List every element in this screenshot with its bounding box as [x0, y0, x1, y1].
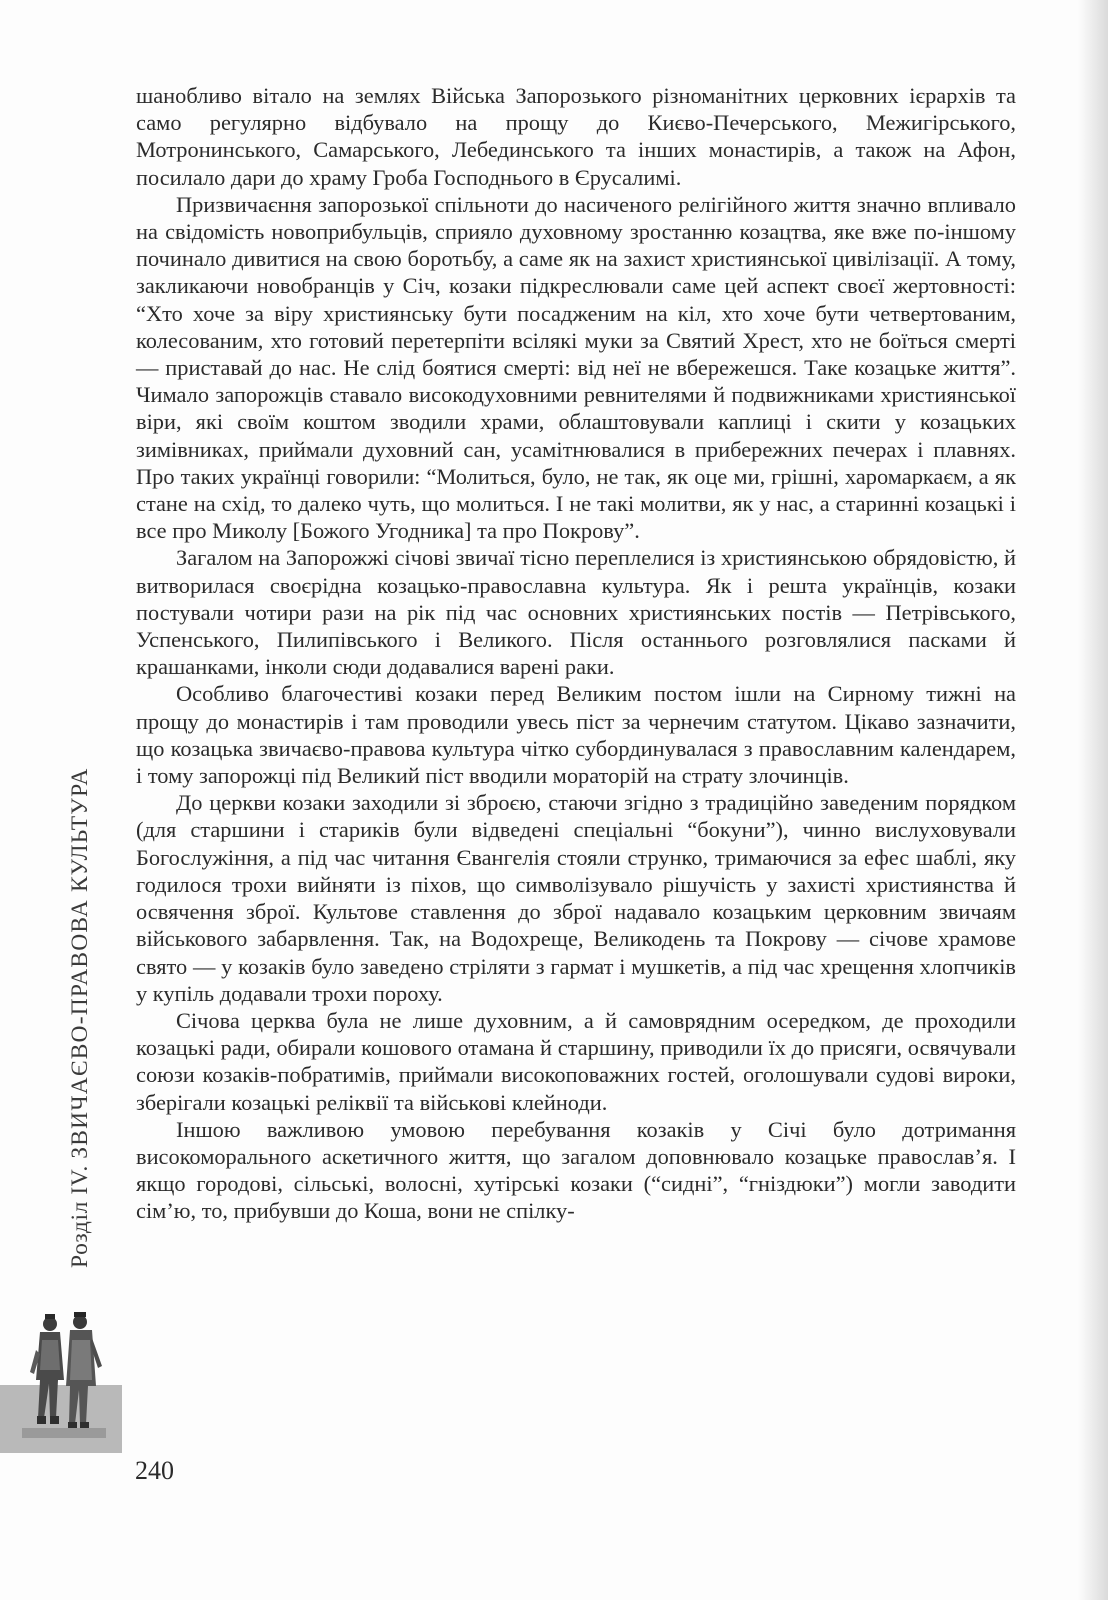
side-title-prefix: Розділ IV.	[67, 1165, 93, 1268]
paragraph: шанобливо вітало на землях Війська Запорозького різноманітних церковних ієрархів та само регулярно відбувало на прощу до Києво-Печерського, Межигірського, Мотронинського, Самарського, Лебединського та інших монастирів, а також на Афон, посилало дари до храму Гроба Господнього в Єрусалимі.	[136, 83, 1016, 190]
side-title-text: ЗВИЧАЄВО-ПРАВОВА КУЛЬТУРА	[67, 767, 93, 1159]
running-side-title	[60, 728, 100, 1268]
main-text	[136, 82, 1016, 1225]
page-edge-shadow	[1078, 0, 1108, 1600]
cossack-figures-illustration	[22, 1310, 106, 1438]
paragraph: Іншою важливою умовою перебування козаків у Січі було дотримання високоморального аскетичного життя, що загалом доповнювало козацьке православ’я. І якщо городові, сільські, волосні, хутірські козаки (“сидні”, “гніздюки”) могли заводити сім’ю, то, прибувши до Коша, вони не спілку-	[136, 1116, 1016, 1224]
paragraph: Призвичаєння запорозької спільноти до насиченого релігійного життя значно впливало на свідомість новоприбульців, сприяло духовному зростанню козацтва, яке вже по-іншому починало дивитися на свою боротьбу, а саме як на захист християнської цивілізації. А тому, закликаючи новобранців у Січ, козаки підкреслювали саме цей аспект своєї жертовності: “Хто хоче за віру християнську бути посадженим на кіл, хто хоче бути четвертованим, колесованим, хто готовий перетерпіти всілякі муки за Святий Хрест, хто не боїться смерті — приставай до нас. Не слід боятися смерті: від неї не вбережешся. Таке козацьке життя”. Чимало запорожців ставало високодуховними ревнителями й подвижниками християнської віри, які своїм коштом зводили храми, облаштовували каплиці і скити у козацьких зимівниках, приймали духовний сан, усамітнювалися в прибережних печерах і плавнях. Про таких українці говорили: “Молиться, було, не так, як оце ми, грішні, харомаркаєм, а як стане на схід, то далеко чуть, що молиться. І не такі молитви, як у нас, а старинні козацькі і все про Миколу [Божого Угодника] та про Покрову”.	[136, 191, 1016, 544]
paragraph: Особливо благочестиві козаки перед Великим постом ішли на Сирному тижні на прощу до монастирів і там проводили увесь піст за чернечим статутом. Цікаво зазначити, що козацька звичаєво-правова культура чітко субординувалася з православним календарем, і тому запорожці під Великий піст вводили мораторій на страту злочинців.	[136, 681, 1016, 789]
page-number: 240	[135, 1456, 174, 1485]
paragraph: Січова церква була не лише духовним, а й самоврядним осередком, де проходили козацькі ради, обирали кошового отамана й старшину, приводили їх до присяги, освячували союзи козаків-побратимів, приймали високоповажних гостей, оголошували судові вироки, зберігали козацькі реліквії та військові клейноди.	[136, 1007, 1016, 1115]
paragraph: Загалом на Запорожжі січові звичаї тісно переплелися із християнською обрядовістю, й витворилася своєрідна козацько-православна культура. Як і решта українців, козаки постували чотири рази на рік під час основних християнських постів — Петрівського, Успенського, Пилипівського і Великого. Після останнього розговлялися пасками й крашанками, інколи сюди додавалися варені раки.	[136, 545, 1016, 680]
paragraph: До церкви козаки заходили зі зброєю, стаючи згідно з традиційно заведеним порядком (для старшини і стариків були відведені спеціальні “бокуни”), чинно вислуховували Богослужіння, а під час читання Євангелія стояли струнко, тримаючися за ефес шаблі, яку годилося трохи вийняти із піхов, що символізувало рішучість у захисті християнства й освячення зброї. Культове ставлення до зброї надавало козацьким церковним звичаям військового забарвлення. Так, на Водохреще, Великодень та Покрову — січове храмове свято — у козаків було заведено стріляти з гармат і мушкетів, а під час хрещення хлопчиків у купіль додавали трохи пороху.	[136, 790, 1016, 1006]
